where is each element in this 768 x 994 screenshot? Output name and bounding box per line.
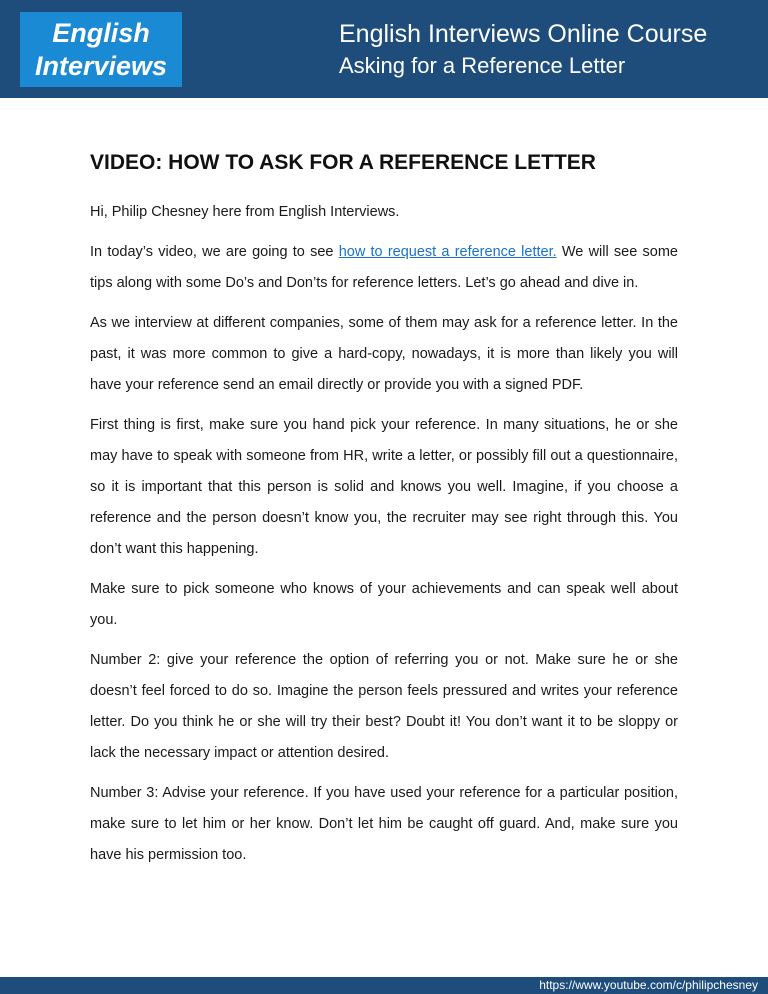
logo-line-1: English [52, 18, 150, 48]
paragraph-achievements: Make sure to pick someone who knows of your achievements and can speak well about you. [90, 581, 678, 628]
paragraph-text: We will see some tips along with some Do’s and Don’ts for reference letters. Let’s go ahead and dive in. [90, 244, 678, 291]
paragraph-hand-pick: First thing is first, make sure you hand pick your reference. In many situations, he or she may have to speak with someone from HR, write a letter, or possibly fill out a questionnaire, so it is important that this person is solid and knows you well. Imagine, if you choose a reference and the person doesn’t know you, the recruiter may see right through this. You don’t want this happening. [90, 417, 678, 557]
document-body [90, 148, 678, 880]
document-heading: VIDEO: HOW TO ASK FOR A REFERENCE LETTER [90, 151, 596, 174]
logo-line-2: Interviews [34, 51, 168, 81]
page-header [0, 0, 768, 98]
paragraph-number-2: Number 2: give your reference the option of referring you or not. Make sure he or she doesn’t feel forced to do so. Imagine the person feels pressured and writes your reference letter. Do you think he or she will try their best? Doubt it! You don’t want it to be sloppy or lack the necessary impact or attention desired. [90, 652, 678, 761]
course-subtitle: Asking for a Reference Letter [339, 53, 626, 78]
paragraph-interview-companies: As we interview at different companies, some of them may ask for a reference letter. In the past, it was more common to give a hard-copy, nowadays, it is more than likely you will have your reference send an email directly or provide you with a signed PDF. [90, 315, 678, 393]
paragraph-number-3: Number 3: Advise your reference. If you have used your reference for a particular position, make sure to let him or her know. Don’t let him be caught off guard. And, make sure you have his permission too. [90, 785, 678, 863]
paragraph-intro: Hi, Philip Chesney here from English Interviews. [90, 204, 400, 220]
paragraph-todays-video [90, 237, 678, 299]
paragraph-text: In today’s video, we are going to see [90, 244, 339, 260]
request-reference-letter-link[interactable]: how to request a reference letter. [338, 244, 557, 260]
page-footer [0, 977, 768, 994]
course-title: English Interviews Online Course [339, 20, 708, 48]
youtube-channel-url[interactable]: https://www.youtube.com/c/philipchesney [539, 978, 758, 992]
english-interviews-logo [20, 12, 182, 87]
